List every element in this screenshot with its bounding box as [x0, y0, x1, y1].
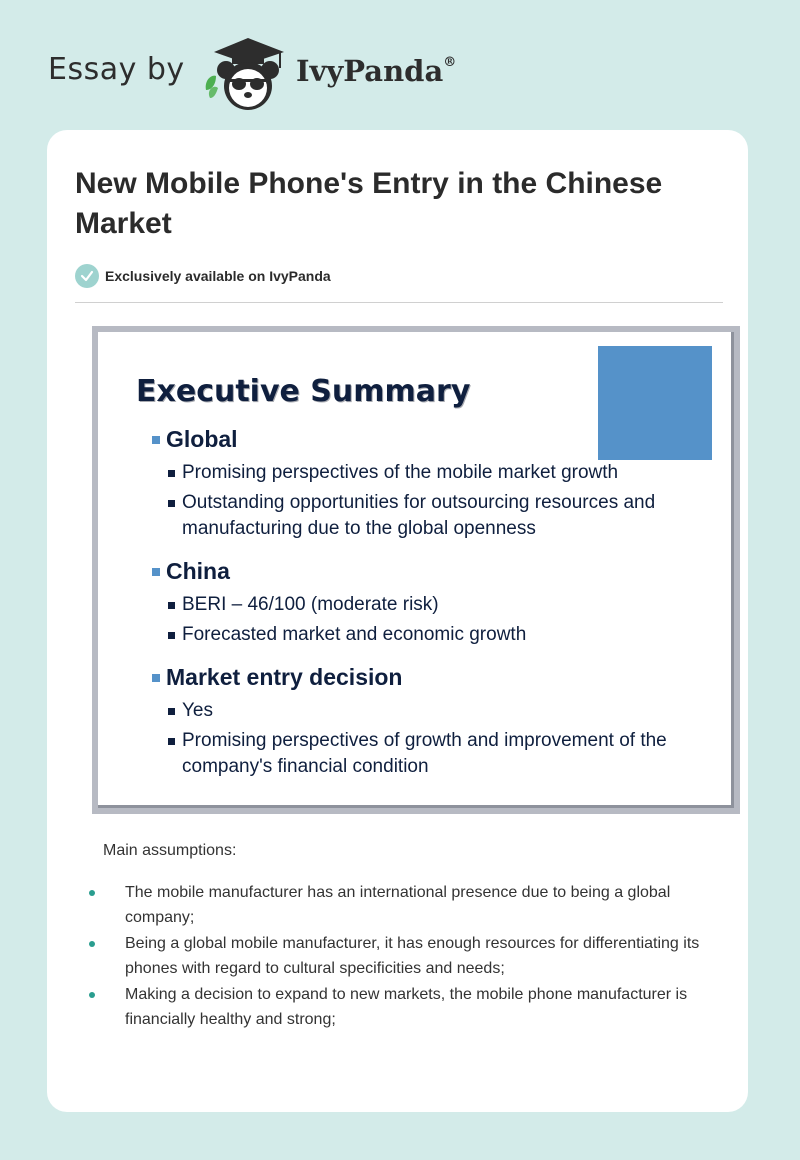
- slide-bullet: Outstanding opportunities for outsourcing resources and manufacturing due to the global openness: [168, 490, 688, 542]
- bullet-dot-icon: [89, 941, 95, 947]
- slide-section-heading: Global: [152, 426, 238, 453]
- square-bullet-icon: [168, 738, 175, 745]
- badge-text: Exclusively available on IvyPanda: [105, 268, 331, 284]
- slide-bullet: BERI – 46/100 (moderate risk): [168, 592, 688, 618]
- assumptions-label: Main assumptions:: [103, 842, 237, 859]
- divider: [75, 302, 723, 303]
- slide-bullet: Promising perspectives of growth and improvement of the company's financial condition: [168, 728, 688, 780]
- square-bullet-icon: [168, 708, 175, 715]
- slide-bullet: Yes: [168, 698, 688, 724]
- registered-mark: ®: [443, 55, 457, 71]
- square-bullet-icon: [152, 568, 160, 576]
- square-bullet-icon: [168, 632, 175, 639]
- site-header: [0, 0, 800, 130]
- brand-prefix: Essay by: [48, 52, 185, 87]
- list-item: The mobile manufacturer has an international presence due to being a global company;: [87, 880, 727, 930]
- square-bullet-icon: [152, 674, 160, 682]
- panda-logo-icon[interactable]: [200, 32, 296, 112]
- exclusive-badge: [75, 264, 331, 288]
- bullet-dot-icon: [89, 890, 95, 896]
- slide-content: [98, 332, 734, 808]
- slide-bullet: Forecasted market and economic growth: [168, 622, 688, 648]
- list-item: Being a global mobile manufacturer, it has enough resources for differentiating its phones with regard to cultural specificities and needs;: [87, 931, 727, 981]
- list-item: Making a decision to expand to new markets, the mobile phone manufacturer is financially healthy and strong;: [87, 982, 727, 1032]
- slide-title: Executive Summary: [136, 374, 471, 409]
- assumptions-list: [87, 880, 727, 1033]
- slide-decorative-square: [598, 346, 712, 460]
- slide-section-heading: Market entry decision: [152, 664, 402, 691]
- slide-bullet: Promising perspectives of the mobile market growth: [168, 460, 688, 486]
- brand-name[interactable]: IvyPanda®: [296, 54, 457, 88]
- essay-card: [47, 130, 748, 1112]
- slide-image: [92, 326, 740, 814]
- bullet-dot-icon: [89, 992, 95, 998]
- check-icon: [75, 264, 99, 288]
- square-bullet-icon: [152, 436, 160, 444]
- slide-section-heading: China: [152, 558, 230, 585]
- page-title: New Mobile Phone's Entry in the Chinese Market: [75, 167, 663, 240]
- square-bullet-icon: [168, 470, 175, 477]
- square-bullet-icon: [168, 602, 175, 609]
- square-bullet-icon: [168, 500, 175, 507]
